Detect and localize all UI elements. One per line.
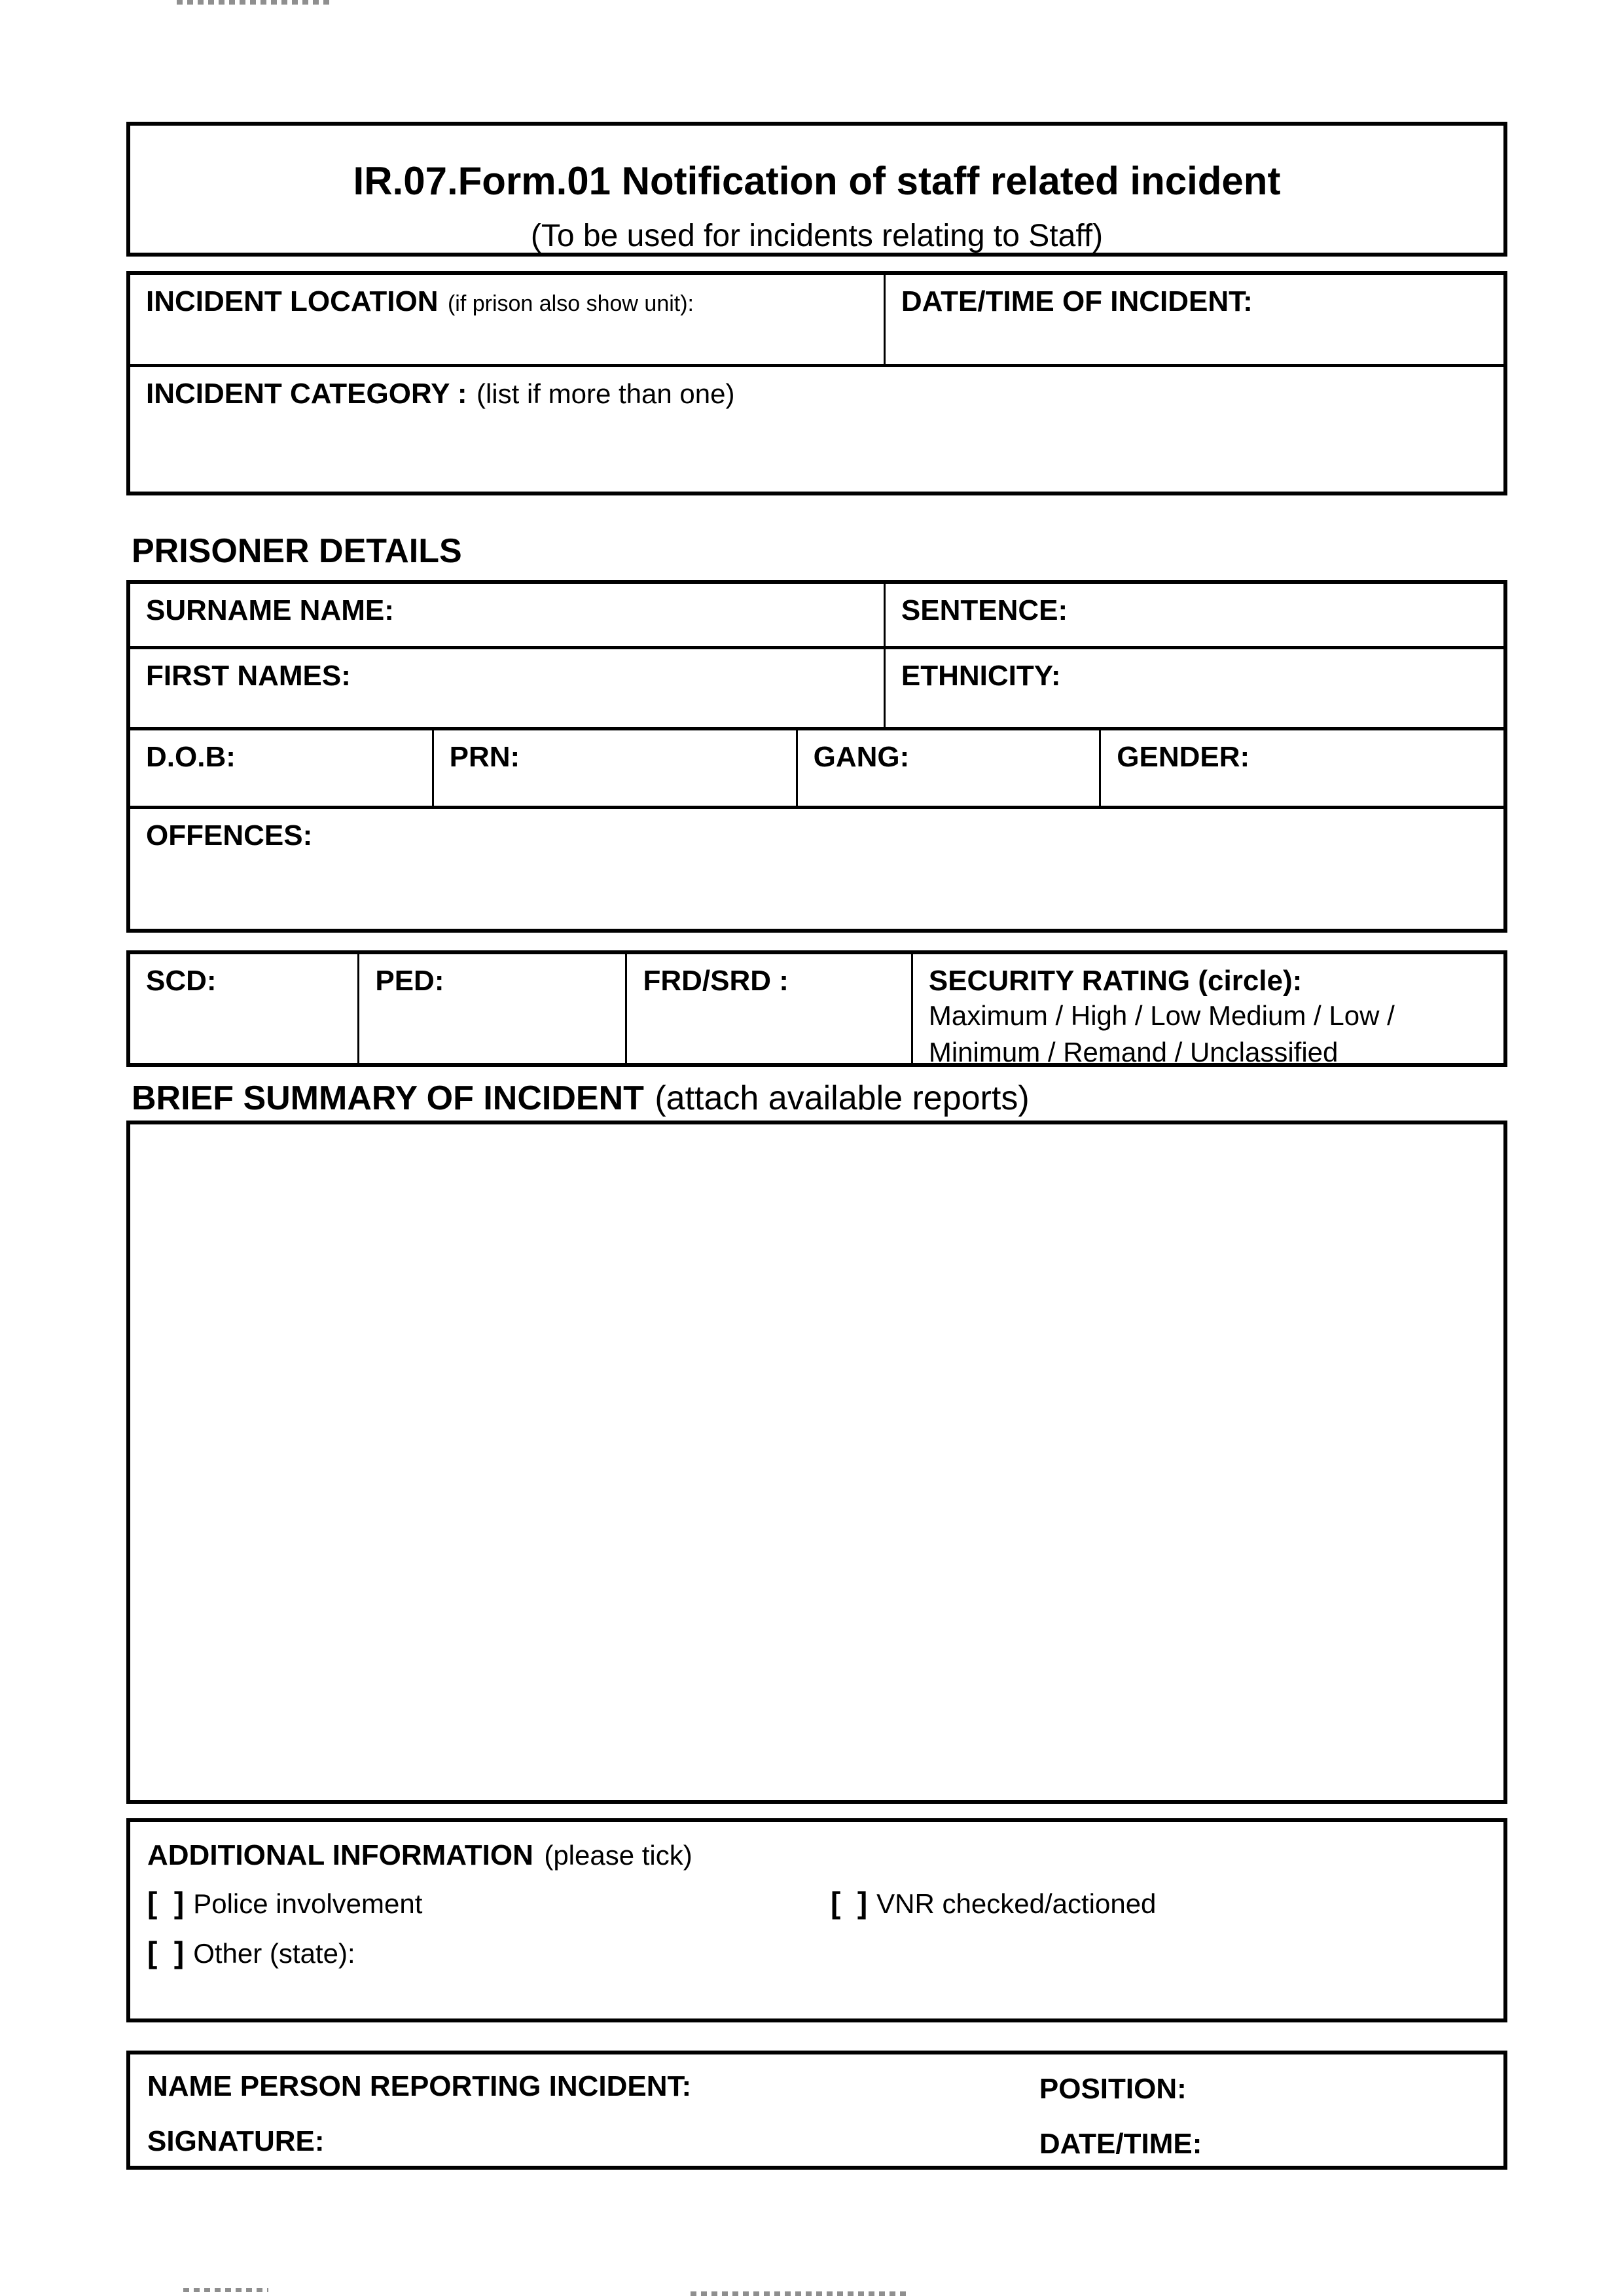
security-rating-label: SECURITY RATING (circle):: [928, 965, 1303, 997]
reporting-signature-label: SIGNATURE:: [147, 2125, 325, 2157]
checkbox-police: [147, 1885, 422, 1920]
scan-artifact-bottom-left: [183, 2288, 268, 2292]
incident-table: [126, 271, 1507, 495]
ped-cell: [359, 954, 627, 1063]
first-names-label: FIRST NAMES:: [146, 660, 351, 692]
surname-label: SURNAME NAME:: [146, 594, 394, 626]
form-title-box: [126, 122, 1507, 257]
summary-box: [126, 1121, 1507, 1804]
reporting-position-label: POSITION:: [1039, 2073, 1187, 2105]
scan-artifact-top: [177, 0, 334, 5]
incident-location-hint: (if prison also show unit):: [447, 291, 694, 316]
checkbox-other: [147, 1935, 355, 1970]
incident-row-location: [130, 275, 1503, 367]
incident-category-hint: (list if more than one): [476, 378, 735, 409]
scd-cell: [130, 954, 359, 1063]
gender-label: GENDER:: [1117, 741, 1250, 773]
scd-label: SCD:: [146, 965, 217, 997]
police-checkbox: [ ]: [147, 1886, 185, 1920]
incident-datetime-label: DATE/TIME OF INCIDENT:: [901, 285, 1253, 317]
dates-security-row: [130, 954, 1503, 1067]
gang-cell: [798, 730, 1102, 806]
ethnicity-cell: [886, 649, 1503, 727]
gang-label: GANG:: [813, 741, 910, 773]
incident-category-cell: [130, 367, 1503, 492]
ethnicity-label: ETHNICITY:: [901, 660, 1061, 692]
scan-artifact-bottom-mid: [691, 2291, 907, 2296]
first-names-cell: [130, 649, 886, 727]
form-subtitle: (To be used for incidents relating to Staff): [530, 219, 1104, 253]
prisoner-row-2: [130, 649, 1503, 730]
additional-info-heading-row: [147, 1839, 692, 1872]
prisoner-table: [126, 580, 1507, 933]
prn-cell: [434, 730, 798, 806]
frd-srd-cell: [627, 954, 912, 1063]
incident-category-label: INCIDENT CATEGORY :: [146, 378, 467, 410]
ped-label: PED:: [375, 965, 444, 997]
reporting-name-label: NAME PERSON REPORTING INCIDENT:: [147, 2070, 692, 2102]
reporting-box: [126, 2051, 1507, 2170]
security-rating-cell: [913, 954, 1503, 1067]
additional-info-box: [126, 1818, 1507, 2022]
surname-cell: [130, 584, 886, 646]
incident-row-category: [130, 367, 1503, 492]
prn-label: PRN:: [449, 741, 520, 773]
offences-cell: [130, 809, 1503, 929]
prisoner-row-3: [130, 730, 1503, 809]
offences-label: OFFENCES:: [146, 819, 313, 852]
security-rating-options-line1: Maximum / High / Low Medium / Low /: [928, 1000, 1395, 1031]
sentence-label: SENTENCE:: [901, 594, 1068, 626]
checkbox-vnr: [831, 1885, 1156, 1920]
form-title: IR.07.Form.01 Notification of staff related incident: [353, 159, 1281, 203]
additional-info-heading: ADDITIONAL INFORMATION: [147, 1839, 533, 1871]
prisoner-row-1: [130, 584, 1503, 649]
vnr-checkbox: [ ]: [830, 1886, 868, 1920]
dates-security-table: [126, 950, 1507, 1067]
other-label: Other (state):: [193, 1938, 355, 1969]
incident-location-cell: [130, 275, 886, 364]
sentence-cell: [886, 584, 1503, 646]
summary-heading-hint: (attach available reports): [655, 1079, 1030, 1117]
incident-location-label: INCIDENT LOCATION: [146, 285, 439, 317]
additional-info-hint: (please tick): [544, 1840, 692, 1871]
other-checkbox: [ ]: [147, 1935, 185, 1969]
summary-heading-row: [132, 1079, 1030, 1118]
police-label: Police involvement: [193, 1888, 423, 1919]
prisoner-details-heading: PRISONER DETAILS: [132, 532, 462, 570]
reporting-datetime-label: DATE/TIME:: [1039, 2128, 1202, 2160]
incident-datetime-cell: [886, 275, 1503, 364]
dob-cell: [130, 730, 434, 806]
frd-srd-label: FRD/SRD :: [643, 965, 789, 997]
summary-heading: BRIEF SUMMARY OF INCIDENT: [132, 1079, 644, 1117]
security-rating-options-line2: Minimum / Remand / Unclassified: [928, 1037, 1339, 1067]
prisoner-row-4: [130, 809, 1503, 929]
gender-cell: [1101, 730, 1503, 806]
vnr-label: VNR checked/actioned: [876, 1888, 1157, 1919]
dob-label: D.O.B:: [146, 741, 236, 773]
